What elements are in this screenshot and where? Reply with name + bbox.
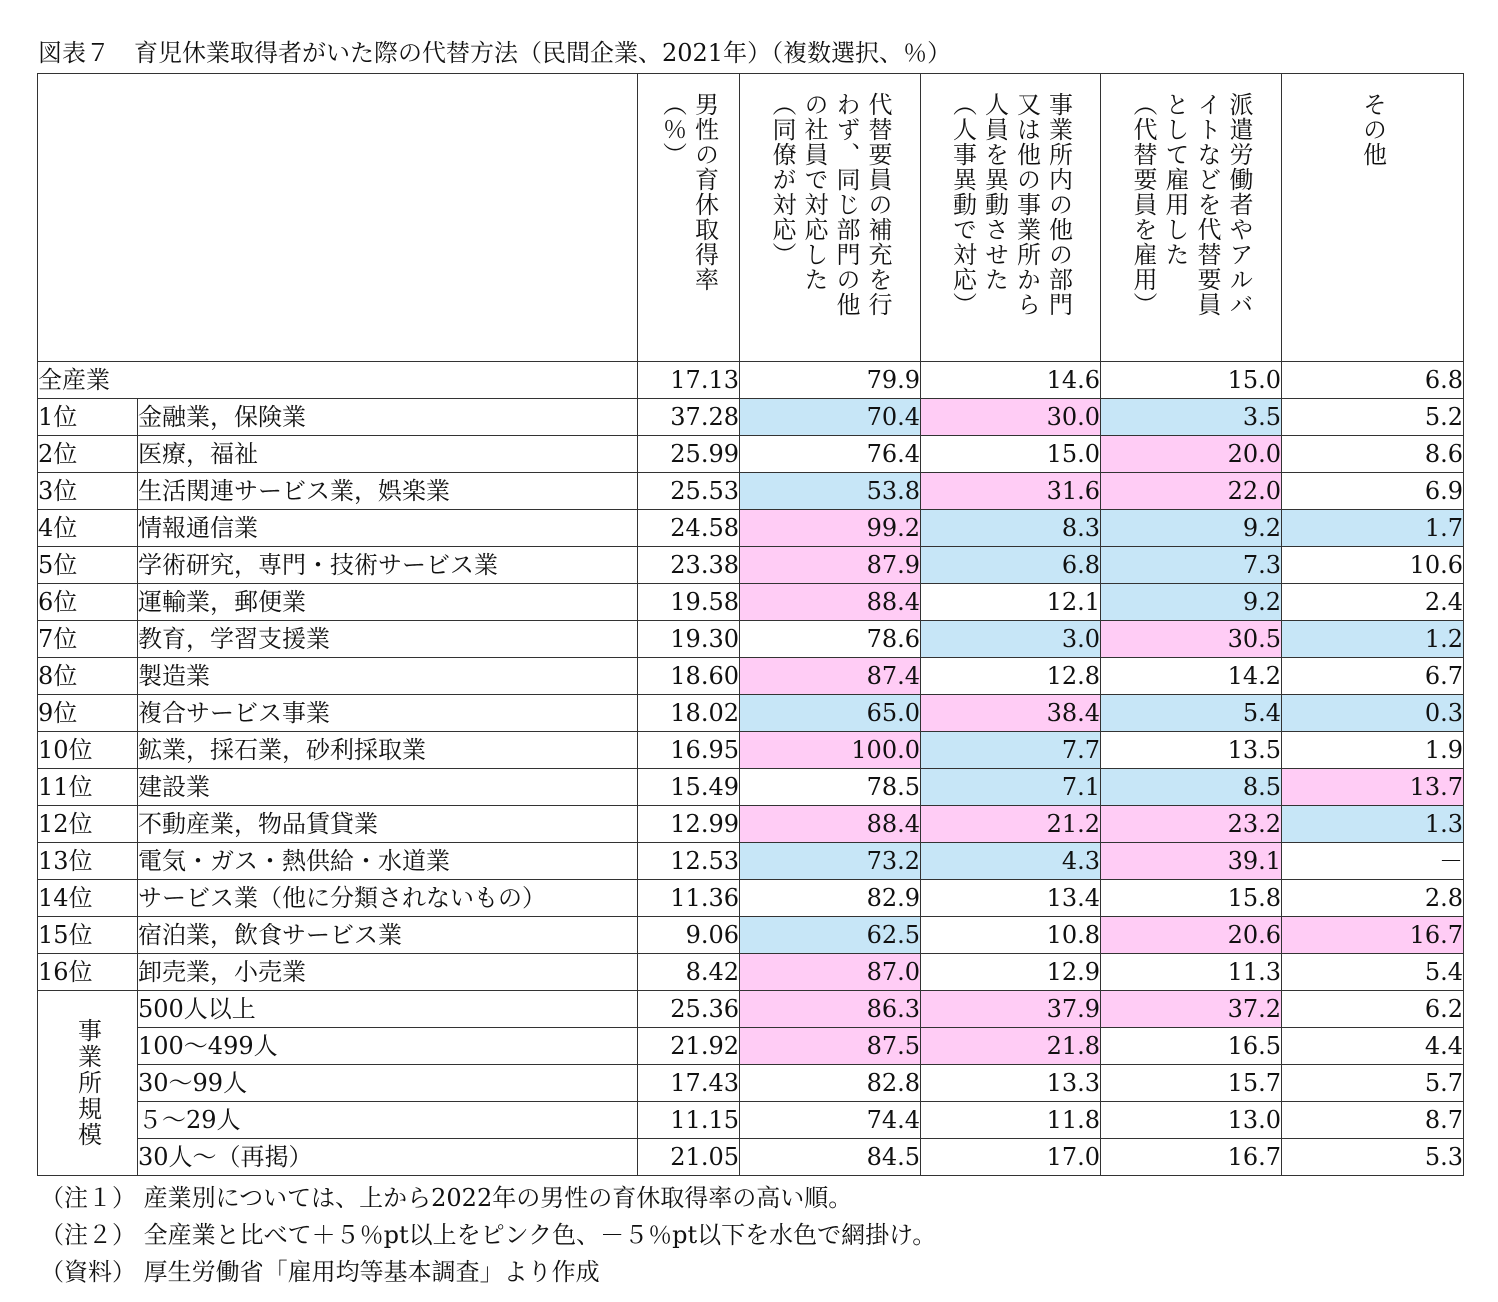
cell-value: 22.0 (1101, 473, 1282, 510)
cell-value: 19.30 (638, 621, 740, 658)
cell-value: 8.42 (638, 954, 740, 991)
cell-value: 17.13 (638, 362, 740, 399)
cell-value: 5.3 (1282, 1139, 1464, 1176)
header-col-male-rate: 男性の育休取得率 （％） (638, 74, 740, 362)
rank-cell: 11位 (38, 769, 138, 806)
cell-value: 14.2 (1101, 658, 1282, 695)
cell-value: 15.0 (1101, 362, 1282, 399)
cell-value: 82.9 (740, 880, 921, 917)
table-row (38, 436, 1464, 473)
cell-value: 18.02 (638, 695, 740, 732)
table-row (38, 510, 1464, 547)
cell-value: 20.6 (1101, 917, 1282, 954)
size-row (38, 1028, 1464, 1065)
industry-name-cell: サービス業（他に分類されないもの） (138, 880, 638, 917)
cell-value: 19.58 (638, 584, 740, 621)
note-2: （注２） 全産業と比べて＋５％pt以上をピンク色、－５％pt以下を水色で網掛け。 (40, 1221, 937, 1249)
cell-value: 10.8 (921, 917, 1101, 954)
rank-cell: 1位 (38, 399, 138, 436)
cell-value: 15.49 (638, 769, 740, 806)
cell-value: 13.7 (1282, 769, 1464, 806)
cell-value: 12.53 (638, 843, 740, 880)
cell-value: 12.99 (638, 806, 740, 843)
table-row (38, 806, 1464, 843)
industry-name-cell: 運輸業，郵便業 (138, 584, 638, 621)
cell-value: 5.4 (1282, 954, 1464, 991)
cell-value: 25.36 (638, 991, 740, 1028)
industry-name-cell: 宿泊業，飲食サービス業 (138, 917, 638, 954)
cell-value: 87.0 (740, 954, 921, 991)
industry-name-cell: 医療，福祉 (138, 436, 638, 473)
table-row (38, 843, 1464, 880)
cell-value: 16.7 (1282, 917, 1464, 954)
cell-value: 78.6 (740, 621, 921, 658)
rank-cell: 16位 (38, 954, 138, 991)
data-table (37, 73, 1464, 1176)
table-row (38, 954, 1464, 991)
cell-value: 13.4 (921, 880, 1101, 917)
rank-cell: 8位 (38, 658, 138, 695)
rank-cell: 15位 (38, 917, 138, 954)
cell-value: 78.5 (740, 769, 921, 806)
table-row (38, 399, 1464, 436)
rank-cell: 10位 (38, 732, 138, 769)
note-source: （資料） 厚生労働省「雇用均等基本調査」より作成 (40, 1258, 600, 1286)
industry-name-cell: 情報通信業 (138, 510, 638, 547)
cell-value: 37.2 (1101, 991, 1282, 1028)
cell-value: 17.0 (921, 1139, 1101, 1176)
cell-value: 38.4 (921, 695, 1101, 732)
rank-cell: 13位 (38, 843, 138, 880)
cell-value: 13.5 (1101, 732, 1282, 769)
cell-value: 53.8 (740, 473, 921, 510)
cell-value: 87.5 (740, 1028, 921, 1065)
cell-value: 9.06 (638, 917, 740, 954)
cell-value: 21.2 (921, 806, 1101, 843)
cell-value: 8.5 (1101, 769, 1282, 806)
table-row (38, 621, 1464, 658)
cell-value: 1.9 (1282, 732, 1464, 769)
table-row (38, 732, 1464, 769)
cell-value: 5.4 (1101, 695, 1282, 732)
industry-name-cell: 電気・ガス・熱供給・水道業 (138, 843, 638, 880)
rank-cell: 12位 (38, 806, 138, 843)
cell-value: 99.2 (740, 510, 921, 547)
cell-value: 6.8 (1282, 362, 1464, 399)
cell-value: 7.3 (1101, 547, 1282, 584)
industry-name-cell: 製造業 (138, 658, 638, 695)
cell-value: 65.0 (740, 695, 921, 732)
cell-value: 1.7 (1282, 510, 1464, 547)
industry-name-cell: 建設業 (138, 769, 638, 806)
cell-value: 8.7 (1282, 1102, 1464, 1139)
cell-value: 18.60 (638, 658, 740, 695)
cell-value: 73.2 (740, 843, 921, 880)
table-row (38, 547, 1464, 584)
notes (40, 1180, 936, 1291)
cell-value: 23.38 (638, 547, 740, 584)
cell-value: 11.36 (638, 880, 740, 917)
cell-value: 9.2 (1101, 584, 1282, 621)
cell-value: 12.1 (921, 584, 1101, 621)
figure-title: 図表７ 育児休業取得者がいた際の代替方法（民間企業、2021年）（複数選択、％） (38, 39, 952, 67)
cell-value: 8.3 (921, 510, 1101, 547)
size-name-cell: 30～99人 (138, 1065, 638, 1102)
rank-cell: 2位 (38, 436, 138, 473)
rank-cell: 4位 (38, 510, 138, 547)
cell-value: 31.6 (921, 473, 1101, 510)
size-group-label-text: 事業所規模 (73, 1018, 102, 1148)
rank-cell: 5位 (38, 547, 138, 584)
rank-cell: 9位 (38, 695, 138, 732)
cell-value: － (1282, 843, 1464, 880)
cell-value: 82.8 (740, 1065, 921, 1102)
size-row (38, 1139, 1464, 1176)
header-col-coworkers: 代替要員の補充を行 わず、同じ部門の他 の社員で対応した （同僚が対応） (740, 74, 921, 362)
size-row (38, 991, 1464, 1028)
industry-name-cell: 金融業，保険業 (138, 399, 638, 436)
cell-value: 88.4 (740, 806, 921, 843)
cell-value: 17.43 (638, 1065, 740, 1102)
table-row (38, 880, 1464, 917)
rank-cell: 3位 (38, 473, 138, 510)
size-name-cell: 100～499人 (138, 1028, 638, 1065)
cell-value: 37.9 (921, 991, 1101, 1028)
cell-value: 25.53 (638, 473, 740, 510)
cell-value: 20.0 (1101, 436, 1282, 473)
industry-name-cell: 卸売業，小売業 (138, 954, 638, 991)
industry-name-cell: 不動産業，物品賃貸業 (138, 806, 638, 843)
table-row (38, 695, 1464, 732)
cell-value: 23.2 (1101, 806, 1282, 843)
note-1: （注１） 産業別については、上から2022年の男性の育休取得率の高い順。 (40, 1184, 853, 1212)
cell-value: 11.8 (921, 1102, 1101, 1139)
cell-value: 84.5 (740, 1139, 921, 1176)
rank-cell: 14位 (38, 880, 138, 917)
cell-value: 5.7 (1282, 1065, 1464, 1102)
cell-value: 62.5 (740, 917, 921, 954)
all-industries-label: 全産業 (38, 362, 638, 399)
size-name-cell: 500人以上 (138, 991, 638, 1028)
header-corner (38, 74, 638, 362)
cell-value: 24.58 (638, 510, 740, 547)
cell-value: 6.2 (1282, 991, 1464, 1028)
cell-value: 3.0 (921, 621, 1101, 658)
cell-value: 100.0 (740, 732, 921, 769)
cell-value: 25.99 (638, 436, 740, 473)
header-col-temp-hire: 派遣労働者やアルバ イトなどを代替要員 として雇用した （代替要員を雇用） (1101, 74, 1282, 362)
cell-value: 6.8 (921, 547, 1101, 584)
cell-value: 15.8 (1101, 880, 1282, 917)
cell-value: 2.8 (1282, 880, 1464, 917)
cell-value: 13.3 (921, 1065, 1101, 1102)
cell-value: 21.8 (921, 1028, 1101, 1065)
cell-value: 0.3 (1282, 695, 1464, 732)
cell-value: 70.4 (740, 399, 921, 436)
cell-value: 88.4 (740, 584, 921, 621)
cell-value: 16.7 (1101, 1139, 1282, 1176)
cell-value: 39.1 (1101, 843, 1282, 880)
industry-name-cell: 複合サービス事業 (138, 695, 638, 732)
table-row (38, 584, 1464, 621)
table-row (38, 473, 1464, 510)
cell-value: 6.7 (1282, 658, 1464, 695)
cell-value: 87.9 (740, 547, 921, 584)
cell-value: 1.3 (1282, 806, 1464, 843)
header-row (38, 74, 1464, 362)
cell-value: 79.9 (740, 362, 921, 399)
cell-value: 74.4 (740, 1102, 921, 1139)
cell-value: 76.4 (740, 436, 921, 473)
industry-name-cell: 教育，学習支援業 (138, 621, 638, 658)
cell-value: 16.5 (1101, 1028, 1282, 1065)
cell-value: 15.7 (1101, 1065, 1282, 1102)
size-row (38, 1065, 1464, 1102)
cell-value: 9.2 (1101, 510, 1282, 547)
cell-value: 11.3 (1101, 954, 1282, 991)
header-col-transfer: 事業所内の他の部門 又は他の事業所から 人員を異動させた （人事異動で対応） (921, 74, 1101, 362)
industry-name-cell: 鉱業，採石業，砂利採取業 (138, 732, 638, 769)
cell-value: 37.28 (638, 399, 740, 436)
size-name-cell: ５～29人 (138, 1102, 638, 1139)
cell-value: 86.3 (740, 991, 921, 1028)
cell-value: 15.0 (921, 436, 1101, 473)
cell-value: 21.05 (638, 1139, 740, 1176)
cell-value: 14.6 (921, 362, 1101, 399)
cell-value: 3.5 (1101, 399, 1282, 436)
size-name-cell: 30人～（再掲） (138, 1139, 638, 1176)
cell-value: 13.0 (1101, 1102, 1282, 1139)
header-col-other: その他 (1282, 74, 1464, 362)
cell-value: 4.4 (1282, 1028, 1464, 1065)
row-all-industries (38, 362, 1464, 399)
cell-value: 5.2 (1282, 399, 1464, 436)
cell-value: 7.7 (921, 732, 1101, 769)
cell-value: 30.5 (1101, 621, 1282, 658)
cell-value: 21.92 (638, 1028, 740, 1065)
table-row (38, 658, 1464, 695)
table-row (38, 769, 1464, 806)
industry-name-cell: 学術研究，専門・技術サービス業 (138, 547, 638, 584)
cell-value: 12.9 (921, 954, 1101, 991)
size-row (38, 1102, 1464, 1139)
cell-value: 16.95 (638, 732, 740, 769)
industry-name-cell: 生活関連サービス業，娯楽業 (138, 473, 638, 510)
size-group-label (38, 991, 138, 1176)
rank-cell: 6位 (38, 584, 138, 621)
cell-value: 10.6 (1282, 547, 1464, 584)
rank-cell: 7位 (38, 621, 138, 658)
cell-value: 8.6 (1282, 436, 1464, 473)
cell-value: 1.2 (1282, 621, 1464, 658)
cell-value: 12.8 (921, 658, 1101, 695)
cell-value: 2.4 (1282, 584, 1464, 621)
cell-value: 87.4 (740, 658, 921, 695)
cell-value: 7.1 (921, 769, 1101, 806)
cell-value: 11.15 (638, 1102, 740, 1139)
cell-value: 4.3 (921, 843, 1101, 880)
table-row (38, 917, 1464, 954)
cell-value: 30.0 (921, 399, 1101, 436)
cell-value: 6.9 (1282, 473, 1464, 510)
